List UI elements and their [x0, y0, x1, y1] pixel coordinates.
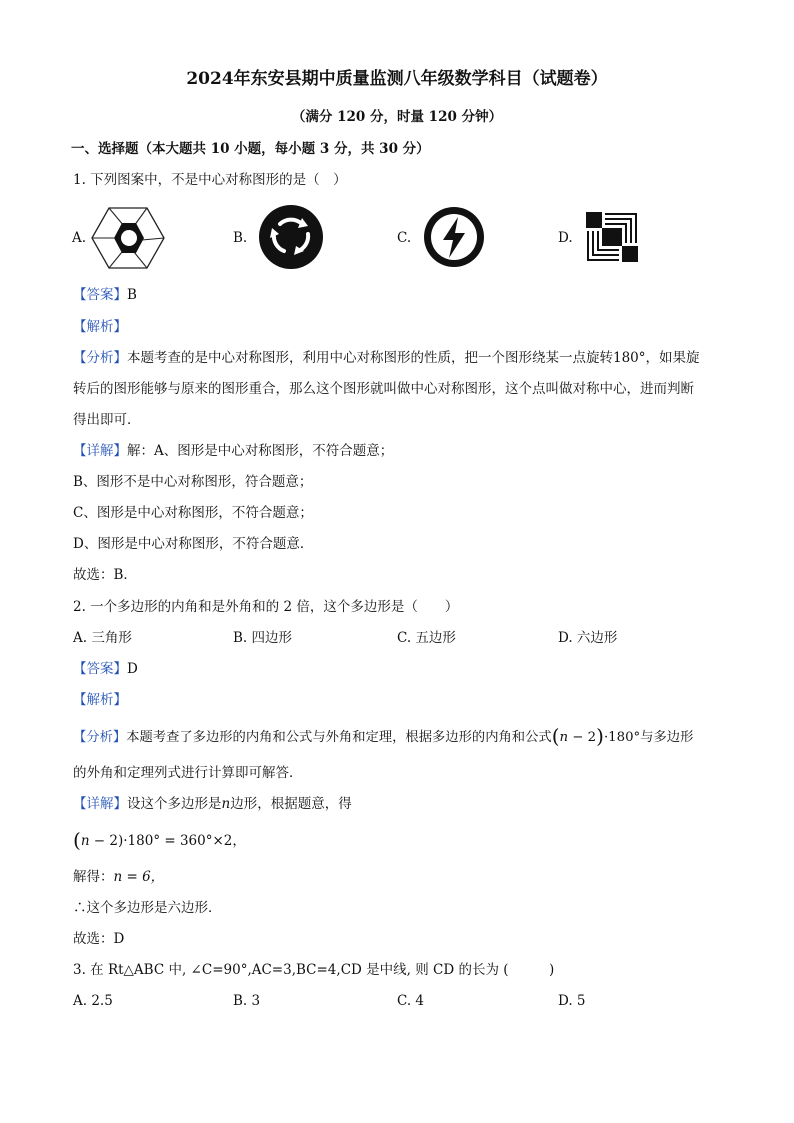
q1-line-c: C、图形是中心对称图形，不符合题意；	[73, 505, 313, 521]
formula: (n − 2)·180°	[551, 724, 641, 748]
recycle-circle-figure	[258, 204, 324, 270]
q2-xiangjie-line1	[73, 795, 352, 813]
fenxi-text: 本题考查的是中心对称图形，利用中心对称图形的性质，把一个图形绕某一点旋转180°，如果旋	[127, 350, 700, 366]
q1-option-d-label: D.	[558, 230, 573, 246]
solve-label: 解得：	[73, 869, 114, 885]
q3-stem: 3. 在 Rt△ABC 中, ∠C=90°,AC=3,BC=4,CD 是中线, 则 CD 的长为 ( )	[73, 962, 555, 978]
variable-n: n	[221, 796, 231, 812]
xiangjie-tag: 【详解】	[73, 443, 127, 459]
q1-option-b-label: B.	[233, 230, 248, 246]
q2-fenxi-line1	[73, 724, 694, 748]
fenxi-text-end: 与多边形	[640, 730, 694, 745]
q2-conclusion: ∴这个多边形是六边形．	[73, 900, 222, 916]
xiangjie-text: 解：A、图形是中心对称图形，不符合题意；	[127, 443, 394, 459]
q1-line-d: D、图形是中心对称图形，不符合题意．	[73, 536, 314, 552]
q2-option-a: A. 三角形	[73, 630, 132, 646]
q3-option-b: B. 3	[233, 993, 261, 1009]
xiangjie-text-end: 边形，根据题意，得	[230, 796, 352, 812]
q2-stem: 2. 一个多边形的内角和是外角和的 2 倍，这个多边形是（ ）	[73, 599, 459, 615]
answer-tag: 【答案】	[73, 661, 127, 677]
xiangjie-tag: 【详解】	[73, 796, 127, 812]
answer-tag: 【答案】	[73, 287, 127, 303]
q3-option-a: A. 2.5	[73, 993, 113, 1009]
formula-rest: ·180°	[603, 730, 641, 745]
solve-value: n = 6，	[113, 869, 165, 885]
stacked-squares-figure	[585, 211, 639, 263]
q1-answer	[73, 286, 137, 304]
q2-solve	[73, 868, 164, 886]
hexagon-bolt-figure	[90, 206, 166, 270]
q2-answer	[73, 660, 138, 678]
q2-equation: (n − 2)·180° = 360°×2，	[73, 828, 246, 852]
lightning-circle-figure	[422, 205, 486, 269]
fenxi-tag: 【分析】	[73, 350, 127, 366]
q1-line-b: B、图形不是中心对称图形，符合题意；	[73, 474, 313, 490]
fenxi-tag: 【分析】	[73, 730, 127, 745]
q2-option-b: B. 四边形	[233, 630, 293, 646]
q1-stem: 1. 下列图案中，不是中心对称图形的是（ ）	[73, 172, 347, 188]
page-subtitle: （满分 120 分，时量 120 分钟）	[291, 109, 503, 125]
section-heading: 一、选择题（本大题共 10 小题，每小题 3 分，共 30 分）	[71, 141, 430, 157]
q2-option-d: D. 六边形	[558, 630, 618, 646]
q1-fenxi-line1	[73, 349, 700, 367]
xiangjie-text: 设这个多边形是	[127, 796, 222, 812]
q3-option-d: D. 5	[558, 993, 586, 1009]
q2-choose: 故选：D	[73, 931, 125, 947]
q1-xiangjie-line1	[73, 442, 393, 460]
q2-option-c: C. 五边形	[397, 630, 456, 646]
q1-fenxi-line2: 转后的图形能够与原来的图形重合，那么这个图形就叫做中心对称图形，这个点叫做对称中心，进而判断	[73, 381, 694, 397]
answer-value: D	[127, 661, 138, 677]
q1-analysis-tag: 【解析】	[73, 319, 127, 335]
equation-n: n	[80, 833, 90, 849]
q1-option-a-label: A.	[72, 230, 87, 246]
fenxi-text: 本题考查了多边形的内角和公式与外角和定理，根据多边形的内角和公式	[126, 730, 552, 745]
q3-option-c: C. 4	[397, 993, 425, 1009]
page-title: 2024年东安县期中质量监测八年级数学科目（试题卷）	[186, 69, 608, 89]
answer-value: B	[127, 287, 137, 303]
q2-fenxi-line2: 的外角和定理列式进行计算即可解答．	[73, 765, 303, 781]
q2-analysis-tag: 【解析】	[73, 692, 127, 708]
formula-n: n	[559, 730, 569, 745]
formula-minus: − 2	[568, 730, 597, 745]
q1-choose: 故选：B．	[73, 567, 137, 583]
q1-fenxi-line3: 得出即可．	[73, 412, 141, 428]
equation-rest: − 2)·180° = 360°×2，	[89, 833, 246, 849]
q1-option-c-label: C.	[397, 230, 412, 246]
